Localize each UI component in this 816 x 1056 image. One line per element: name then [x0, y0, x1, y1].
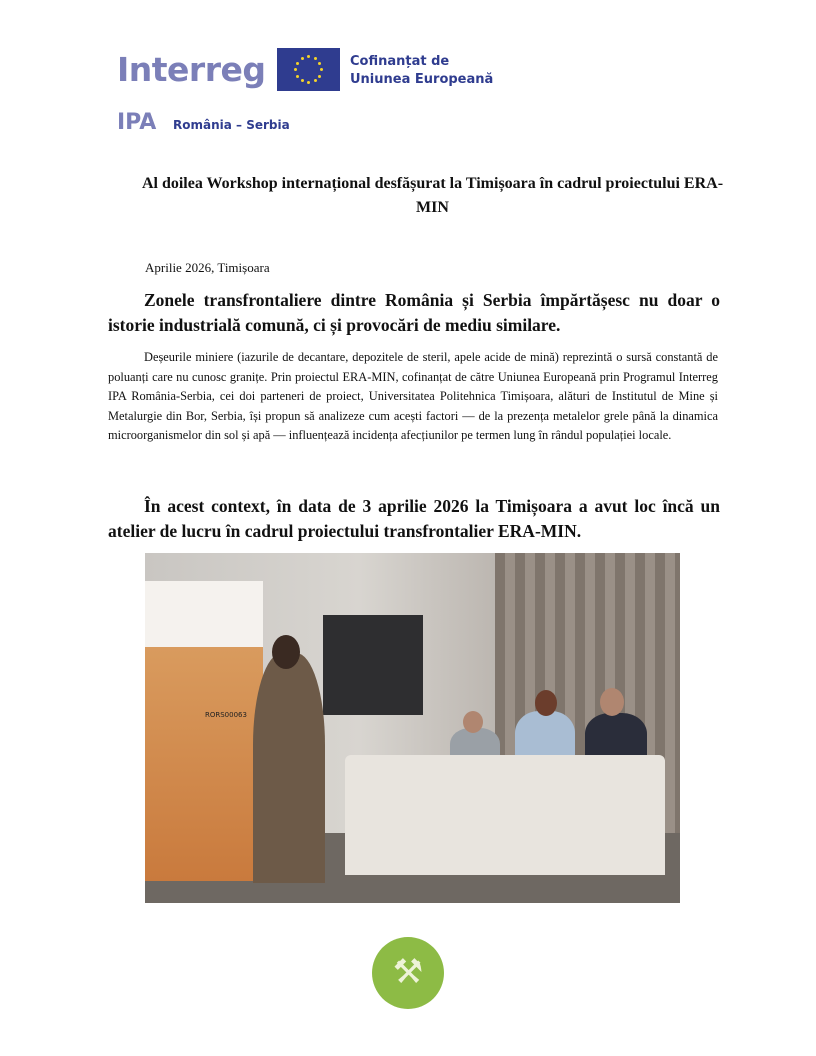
eu-star: [296, 75, 299, 78]
eu-text-line1: Cofinanțat de: [350, 54, 450, 69]
eu-star: [318, 62, 321, 65]
lead-paragraph-1: Zonele transfrontaliere dintre România și Serbia împărtășesc nu doar o istorie industrială comună, ci și provocări de mediu similare.: [108, 290, 720, 335]
eu-star: [318, 75, 321, 78]
banner-code: RORS00063: [205, 711, 247, 719]
eu-star: [301, 79, 304, 82]
eu-star: [320, 68, 323, 71]
ipa-logo: IPA: [117, 110, 157, 135]
screen: [323, 615, 423, 715]
conference-table: [345, 755, 665, 875]
document-title: Al doilea Workshop internațional desfășurat la Timișoara în cadrul proiectului ERA-MIN: [141, 175, 724, 216]
project-banner: [145, 581, 263, 881]
panelist-2-head: [535, 690, 557, 716]
eu-star: [294, 68, 297, 71]
eu-star: [301, 57, 304, 60]
date-location: Aprilie 2026, Timișoara: [145, 260, 270, 275]
eu-star: [307, 81, 310, 84]
eu-text-line2: Uniunea Europeană: [350, 72, 494, 87]
eu-star: [307, 55, 310, 58]
panelist-1-head: [463, 711, 483, 733]
eu-star: [314, 79, 317, 82]
ipa-subtitle: România – Serbia: [173, 118, 290, 132]
interreg-logo: Interreg: [117, 50, 266, 89]
lead-paragraph-2: În acest context, în data de 3 aprilie 2026 la Timișoara a avut loc încă un atelier de lucru în cadrul proiectului transfrontalier ERA-MIN.: [108, 496, 720, 541]
workshop-photo: [145, 553, 680, 903]
panelist-3-head: [600, 688, 624, 716]
eu-star: [314, 57, 317, 60]
body-paragraph: Deșeurile miniere (iazurile de decantare, depozitele de steril, apele acide de mină) reprezintă o sursă constantă de poluanți care nu cunosc granițe. Prin proiectul ERA-MIN, cofinanțat de către Uniunea Europeană prin Programul Interreg IPA România-Serbia, cei doi parteneri de proiect, Universitatea Politehnica Timișoara, alături de Institutul de Mine și Metalurgie din Bor, Serbia, își propun să analizeze cum acești factori — de la prezența metalelor grele până la dinamica microorganismelor din sol și apă — influențează incidența afecțiunilor pe termen lung în rândul populației locale.: [108, 350, 718, 443]
era-min-project-logo-icon: ⚒: [372, 937, 444, 1009]
speaker-head: [272, 635, 300, 669]
eu-star: [296, 62, 299, 65]
speaker: [253, 653, 325, 883]
eu-flag-icon: [277, 48, 340, 91]
eu-cofinancing-text: [350, 53, 493, 89]
